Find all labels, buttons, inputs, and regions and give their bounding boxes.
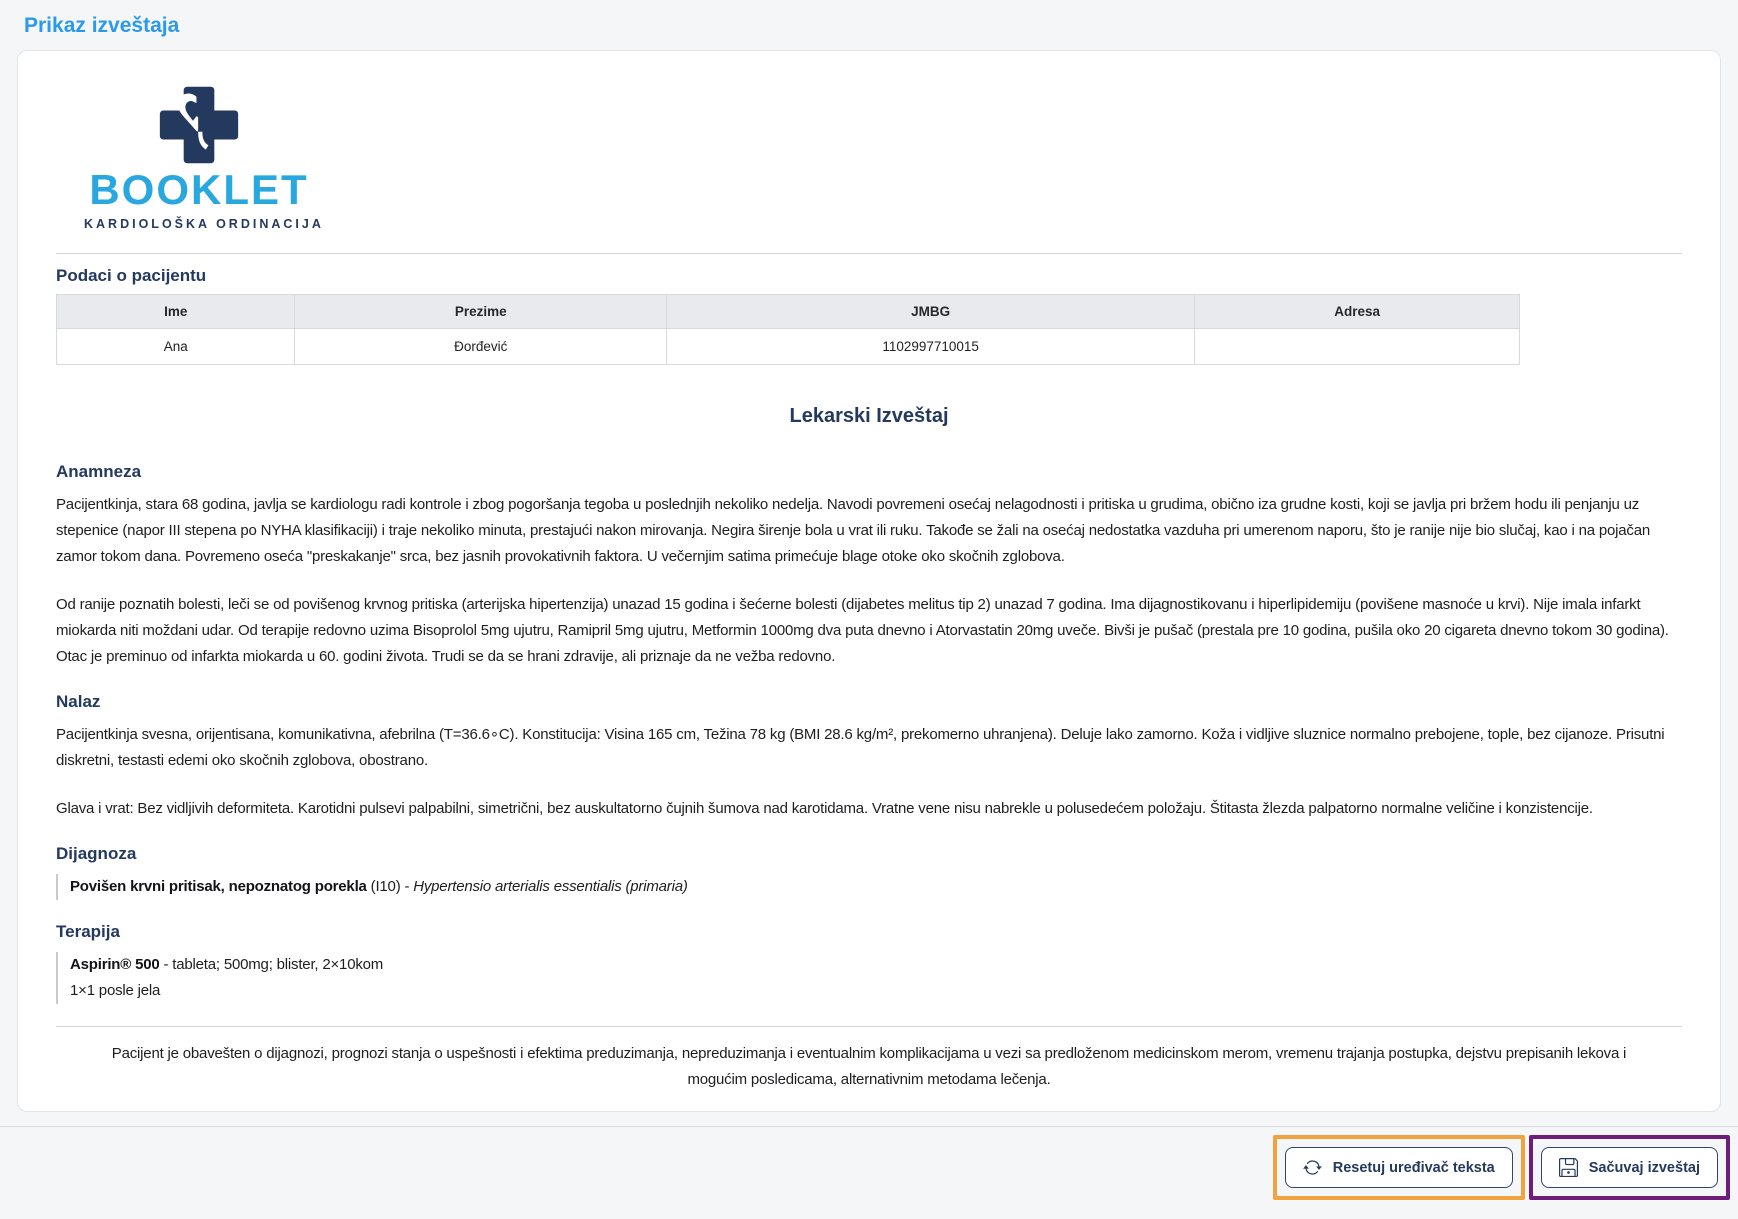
floppy-save-icon [1559, 1158, 1578, 1177]
column-header-adresa: Adresa [1195, 295, 1520, 329]
column-header-ime: Ime [57, 295, 295, 329]
diagnosis-code: (I10) - [370, 878, 410, 895]
logo-brand-text: BOOKLET [89, 166, 309, 213]
patient-first-name: Ana [57, 329, 295, 365]
consent-statement: Pacijent je obavešten o dijagnozi, prognozi stanja o uspešnosti i efektima preduzimanja, nepreduzimanja i eventualnim komplikacijama u vezi sa predloženom medicinskom merom, vremenu trajanja postupka, dejstvu prepisanih lekova i mogućim posledicama, alternativnim metodama lečenja. [111, 1045, 1627, 1088]
column-header-prezime: Prezime [295, 295, 667, 329]
nalaz-paragraph-2: Glava i vrat: Bez vidljivih deformiteta. Karotidni pulsevi palpabilni, simetrični, bez auskultatorno čujnih šumova nad karotidama. Vratne vene nisu nabrekle u polusedećem položaju. Štitasta žlezda palpatorno normalne veličine i konzistencije. [56, 800, 1593, 817]
logo-subtitle-text: KARDIOLOŠKA ORDINACIJA [84, 217, 324, 231]
patient-section-heading: Podaci o pacijentu [56, 266, 207, 285]
highlight-box-orange [1273, 1135, 1525, 1200]
therapy-dosage: 1×1 posle jela [70, 982, 161, 999]
diagnosis-entry [56, 874, 1682, 900]
consent-divider [56, 1026, 1682, 1027]
nalaz-paragraph-1: Pacijentkinja svesna, orijentisana, komunikativna, afebrilna (T=36.6∘C). Konstitucija: Visina 165 cm, Težina 78 kg (BMI 28.6 kg/m², prekomerno uhranjena). Deluje lako zamorno. Koža i vidljive sluznice normalno prebojene, tople, bez cijanoze. Prisutni diskretni, testasti edemi oko skočnih zglobova, obostrano. [56, 726, 1665, 769]
anamneza-paragraph-2: Od ranije poznatih bolesti, leči se od povišenog krvnog pritiska (arterijska hipertenzija) unazad 15 godina i šećerne bolesti (dijabetes melitus tip 2) unazad 7 godina. Ima dijagnostikovanu i hiperlipidemiju (povišene masnoće u krvi). Nije imala infarkt miokarda niti moždani udar. Od terapije redovno uzima Bisoprolol 5mg ujutru, Ramipril 5mg ujutru, Metformin 1000mg dva puta dnevno i Atorvastatin 20mg uveče. Bivši je pušač (prestala pre 10 godina, pušila oko 20 cigareta dnevno tokom 30 godina). Otac je preminuo od infarkta miokarda u 60. godini života. Trudi se da se hrani zdravije, ali priznaje da ne vežba redovno. [56, 596, 1669, 665]
cross-heart-icon [156, 85, 242, 165]
save-report-label: Sačuvaj izveštaj [1588, 1159, 1700, 1176]
nalaz-heading: Nalaz [56, 692, 101, 711]
diagnosis-name: Povišen krvni pritisak, nepoznatog porekla [70, 878, 367, 895]
patient-table-row [57, 329, 1520, 365]
patient-jmbg: 1102997710015 [667, 329, 1195, 365]
report-title: Lekarski Izveštaj [789, 405, 949, 427]
therapy-entry [56, 952, 1682, 1004]
column-header-jmbg: JMBG [667, 295, 1195, 329]
therapy-drug-line [70, 952, 1682, 978]
logo-divider [56, 253, 1682, 254]
clinic-logo [84, 85, 324, 231]
page-title: Prikaz izveštaja [24, 14, 180, 37]
save-report-button[interactable] [1541, 1147, 1718, 1188]
terapija-heading: Terapija [56, 922, 120, 941]
anamneza-paragraph-1: Pacijentkinja, stara 68 godina, javlja se kardiologu radi kontrole i zbog pogoršanja tegoba u poslednjih nekoliko nedelja. Navodi povremeni osećaj nelagodnosti i pritiska u grudima, obično iza grudne kosti, koji se javlja pri bržem hodu ili penjanju uz stepenice (napor III stepena po NYHA klasifikaciji) i traje nekoliko minuta, prestajući nakon mirovanja. Negira širenje bola u vrat ili ruku. Takođe se žali na osećaj nedostatka vazduha pri umerenom naporu, što je ranije nije bio slučaj, kao i na pojačan zamor tokom dana. Povremeno oseća "preskakanje" srca, bez jasnih provokativnih faktora. U večernjim satima primećuje blage otoke oko skočnih zglobova. [56, 496, 1650, 565]
patient-table [56, 294, 1520, 365]
therapy-drug-details: - tableta; 500mg; blister, 2×10kom [163, 956, 384, 973]
patient-address [1195, 329, 1520, 365]
anamneza-heading: Anamneza [56, 462, 142, 481]
patient-last-name: Đorđević [295, 329, 667, 365]
action-bar [0, 1126, 1738, 1200]
highlight-box-purple [1529, 1135, 1730, 1200]
refresh-icon [1303, 1158, 1322, 1177]
reset-editor-button[interactable] [1285, 1147, 1513, 1188]
therapy-drug-name: Aspirin® 500 [70, 956, 160, 973]
diagnosis-latin: Hypertensio arterialis essentialis (primaria) [413, 878, 688, 895]
dijagnoza-heading: Dijagnoza [56, 844, 137, 863]
report-preview-card [17, 50, 1721, 1112]
patient-table-header-row [57, 295, 1520, 329]
reset-editor-label: Resetuj uređivač teksta [1332, 1159, 1495, 1176]
